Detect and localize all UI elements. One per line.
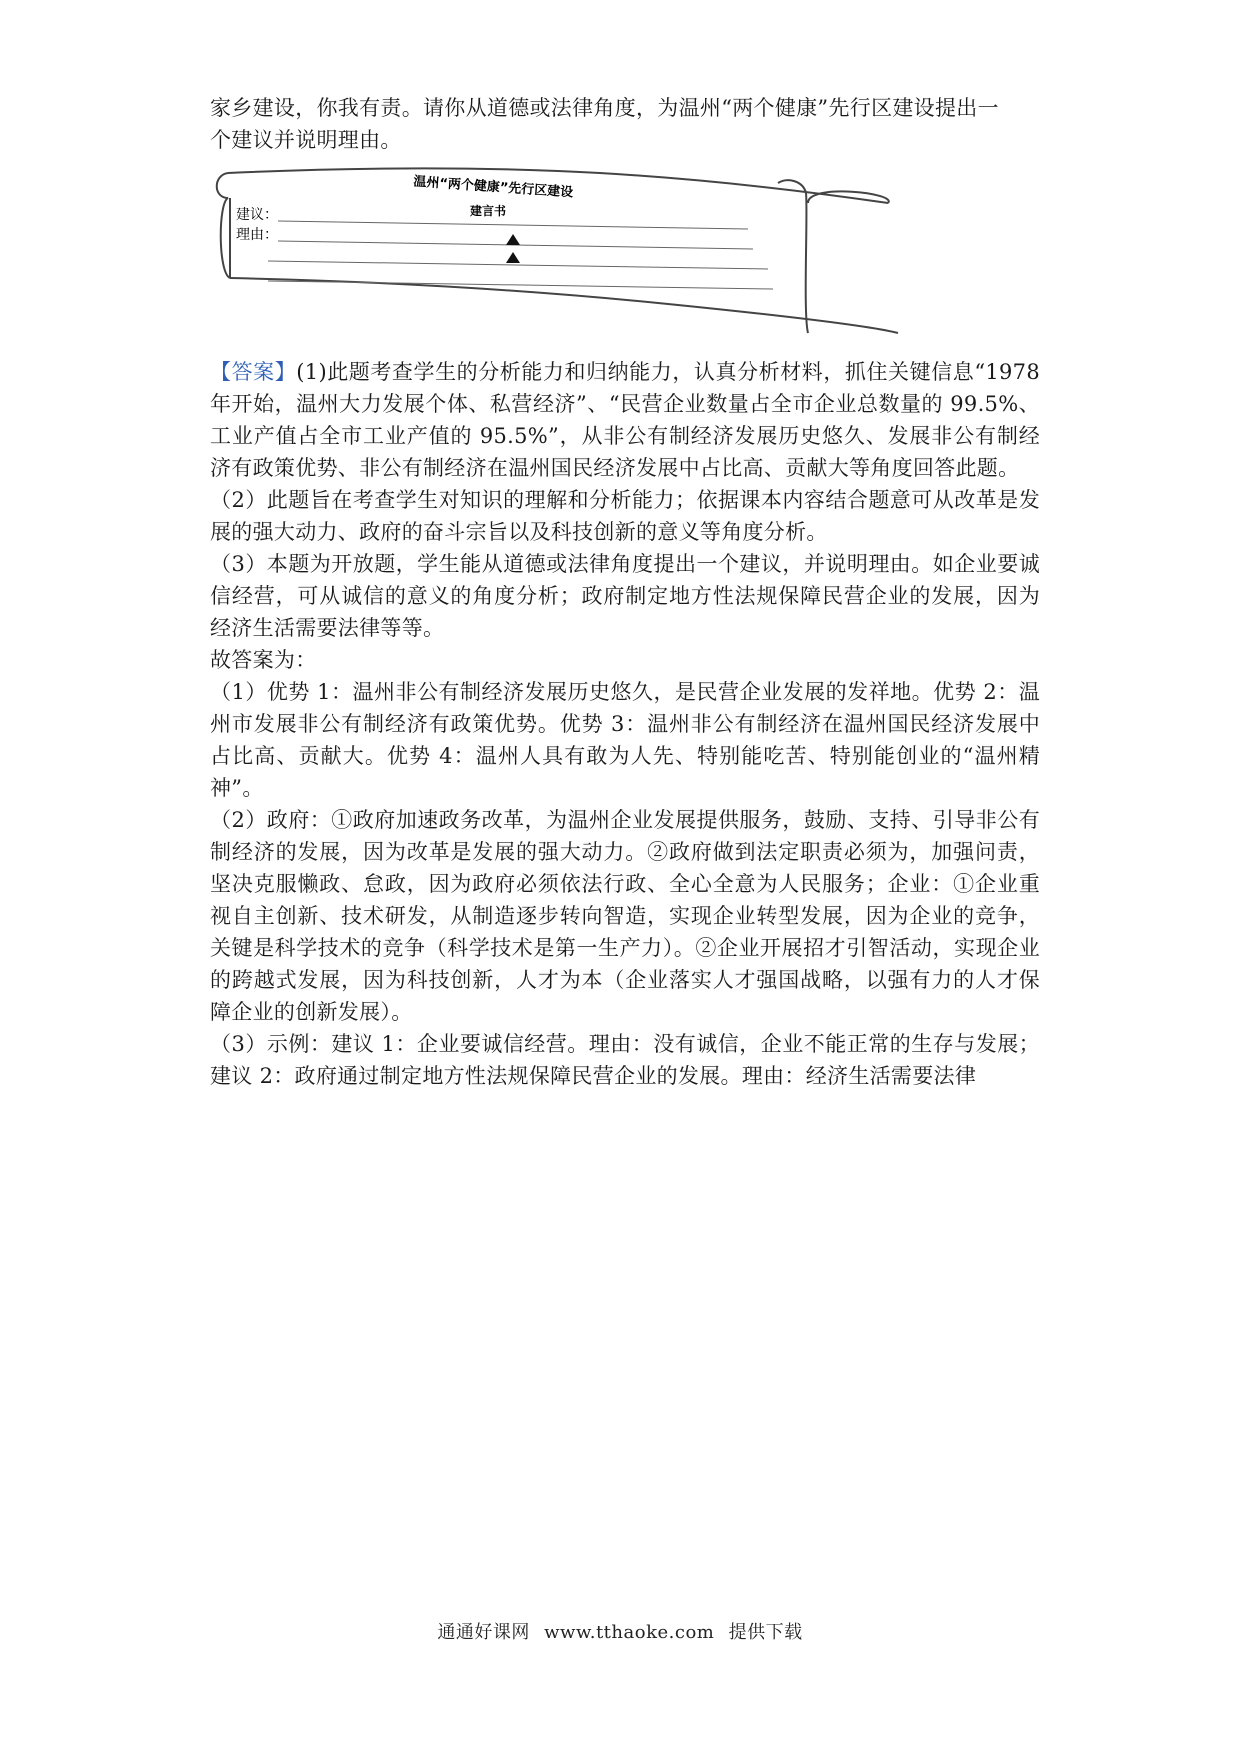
answer-paragraph-7: （3）示例：建议 1：企业要诚信经营。理由：没有诚信，企业不能正常的生存与发展；建议 2：政府通过制定地方性法规保障民营企业的发展。理由：经济生活需要法律 bbox=[210, 1032, 1040, 1088]
triangle-marker-1 bbox=[506, 234, 520, 245]
scroll-left-roll bbox=[217, 173, 230, 278]
footer-url[interactable]: www.tthaoke.com bbox=[544, 1622, 715, 1643]
answer-paragraph-4: 故答案为： bbox=[210, 648, 317, 672]
answer-paragraph-3: （3）本题为开放题，学生能从道德或法律角度提出一个建议，并说明理由。如企业要诚信经营，可从诚信的意义的角度分析；政府制定地方性法规保障民营企业的发展，因为经济生活需要法律等等。 bbox=[210, 552, 1040, 640]
answer-paragraph-1 bbox=[210, 356, 1040, 484]
scroll-subtitle: 建言书 bbox=[469, 204, 507, 218]
scroll-title: 温州“两个健康”先行区建设 bbox=[412, 174, 574, 201]
intro-line-1: 家乡建设，你我有责。请你从道德或法律角度，为温州“两个健康”先行区建设提出一 bbox=[210, 96, 999, 120]
suggestion-label: 建议： bbox=[236, 207, 278, 223]
footer-note: 提供下载 bbox=[728, 1622, 803, 1643]
writing-line-4 bbox=[268, 281, 773, 289]
answer-paragraph-2: （2）此题旨在考查学生对知识的理解和分析能力；依据课本内容结合题意可从改革是发展的强大动力、政府的奋斗宗旨以及科技创新的意义等角度分析。 bbox=[210, 488, 1040, 544]
answer-paragraph-6: （2）政府：①政府加速政务改革，为温州企业发展提供服务，鼓励、支持、引导非公有制经济的发展，因为改革是发展的强大动力。②政府做到法定职责必须为，加强问责，坚决克服懒政、怠政，因为政府必须依法行政、全心全意为人民服务；企业：①企业重视自主创新、技术研发，从制造逐步转向智造，实现企业转型发展，因为企业的竞争，关键是科学技术的竞争（科学技术是第一生产力）。②企业开展招才引智活动，实现企业的跨越式发展，因为科技创新，人才为本（企业落实人才强国战略，以强有力的人才保障企业的创新发展）。 bbox=[210, 808, 1040, 1024]
scroll-figure bbox=[208, 163, 908, 353]
footer-site-name: 通通好课网 bbox=[437, 1622, 530, 1643]
triangle-marker-2 bbox=[506, 252, 520, 263]
scroll-right-roll bbox=[778, 180, 889, 333]
answer-tag: 【答案】 bbox=[210, 360, 297, 384]
answer-paragraph-5: （1）优势 1：温州非公有制经济发展历史悠久，是民营企业发展的发祥地。优势 2：温州市发展非公有制经济有政策优势。优势 3：温州非公有制经济在温州国民经济发展中占比高、贡献大。优势 4：温州人具有敢为人先、特别能吃苦、特别能创业的“温州精神”。 bbox=[210, 680, 1040, 800]
page-footer bbox=[0, 1618, 1240, 1644]
question-intro bbox=[210, 92, 1040, 156]
writing-line-1 bbox=[278, 221, 748, 229]
answer-text-1: (1)此题考查学生的分析能力和归纳能力，认真分析材料，抓住关键信息“1978年开始，温州大力发展个体、私营经济”、“民营企业数量占全市企业总数量的 99.5%、工业产值占全市工业产值的 95.5%”，从非公有制经济发展历史悠久、发展非公有制经济有政策优势、非公有制经济在温州国民经济发展中占比高、贡献大等角度回答此题。 bbox=[210, 360, 1041, 480]
answer-section bbox=[210, 356, 1040, 1092]
reason-label: 理由： bbox=[236, 227, 278, 243]
intro-line-2: 个建议并说明理由。 bbox=[210, 128, 402, 152]
scroll-bottom-edge bbox=[230, 278, 898, 333]
